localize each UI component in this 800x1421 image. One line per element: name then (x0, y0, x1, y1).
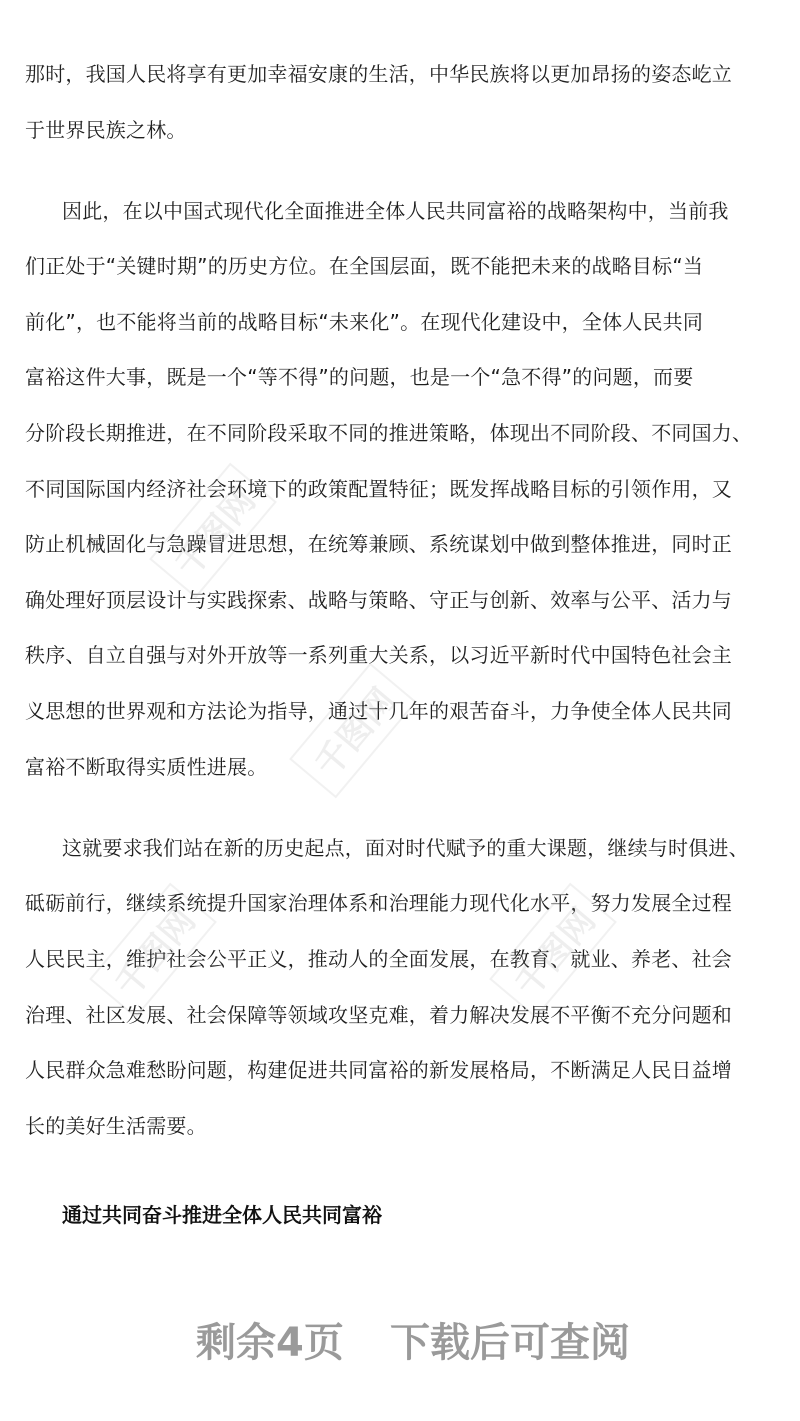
paragraph-1-line: 于世界民族之林。 (25, 118, 187, 142)
watermark-logo: 千图网 (489, 883, 617, 1019)
paragraph-3-line: 长的美好生活需要。 (25, 1114, 207, 1138)
paragraph-2-line: 富裕不断取得实质性进展。 (25, 755, 268, 779)
section-heading: 通过共同奋斗推进全体人民共同富裕 (62, 1203, 382, 1227)
preview-footer (0, 1318, 800, 1378)
paragraph-3-line: 人民民主，维护社会公平正义，推动人的全面发展，在教育、就业、养老、社会 (25, 947, 732, 971)
watermark-logo: 千图网 (149, 463, 277, 599)
paragraph-1-line: 那时，我国人民将享有更加幸福安康的生活，中华民族将以更加昂扬的姿态屹立 (25, 62, 732, 86)
paragraph-2-line: 们正处于“关键时期”的历史方位。在全国层面，既不能把未来的战略目标“当 (25, 254, 704, 278)
paragraph-2-line: 防止机械固化与急躁冒进思想，在统筹兼顾、系统谋划中做到整体推进，同时正 (25, 532, 732, 556)
paragraph-2-line: 确处理好顶层设计与实践探索、战略与策略、守正与创新、效率与公平、活力与 (25, 588, 732, 612)
watermark-logo: 千图网 (89, 883, 217, 1019)
paragraph-2-line: 义思想的世界观和方法论为指导，通过十几年的艰苦奋斗，力争使全体人民共同 (25, 699, 732, 723)
paragraph-2-line: 前化”，也不能将当前的战略目标“未来化”。在现代化建设中，全体人民共同 (25, 310, 704, 334)
paragraph-3-line: 这就要求我们站在新的历史起点，面对时代赋予的重大课题，继续与时俱进、 (62, 836, 749, 860)
paragraph-2-line: 因此，在以中国式现代化全面推进全体人民共同富裕的战略架构中，当前我 (62, 199, 729, 223)
remaining-pages-label: 剩余4页 (196, 1320, 344, 1366)
paragraph-2-line: 秩序、自立自强与对外开放等一系列重大关系，以习近平新时代中国特色社会主 (25, 643, 732, 667)
paragraph-3-line: 治理、社区发展、社会保障等领域攻坚克难，着力解决发展不平衡不充分问题和 (25, 1003, 732, 1027)
paragraph-2-line: 富裕这件大事，既是一个“等不得”的问题，也是一个“急不得”的问题，而要 (25, 365, 694, 389)
paragraph-3-line: 砥砺前行，继续系统提升国家治理体系和治理能力现代化水平，努力发展全过程 (25, 891, 732, 915)
paragraph-3-line: 人民群众急难愁盼问题，构建促进共同富裕的新发展格局，不断满足人民日益增 (25, 1058, 732, 1082)
download-prompt-label: 下载后可查阅 (390, 1320, 630, 1366)
paragraph-2-line: 分阶段长期推进，在不同阶段采取不同的推进策略，体现出不同阶段、不同国力、 (25, 421, 753, 445)
paragraph-2-line: 不同国际国内经济社会环境下的政策配置特征；既发挥战略目标的引领作用，又 (25, 477, 732, 501)
watermark-logo: 千图网 (289, 663, 417, 799)
